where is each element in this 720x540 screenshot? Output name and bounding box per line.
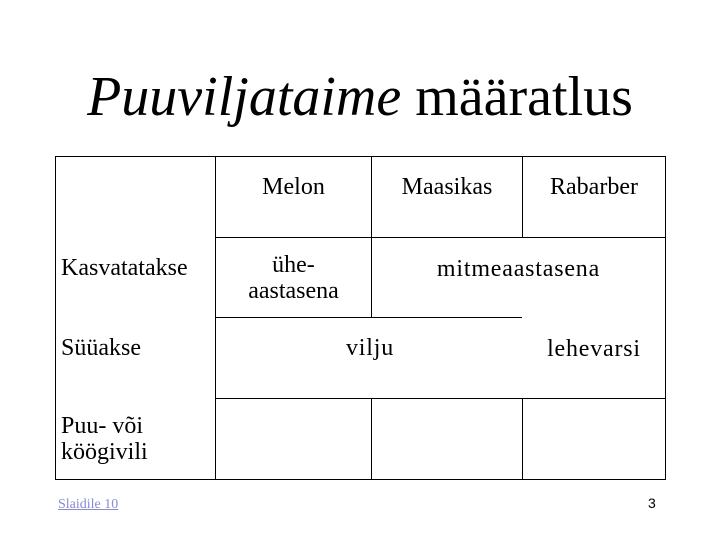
table-border-left <box>55 156 56 480</box>
cell-rabarber-type <box>523 399 665 479</box>
row-label-syyakse: Süüakse <box>61 335 141 361</box>
table-border-right <box>665 156 666 480</box>
row-label-kasvatatakse: Kasvatatakse <box>61 255 188 281</box>
title-italic-part: Puuviljataime <box>87 66 402 128</box>
cell-melon-growth: ühe- aastasena <box>248 252 339 304</box>
cell-melon-type <box>216 399 371 479</box>
table-border-bottom <box>55 479 666 480</box>
row-label-puu-voi-kooogivili: Puu- või köögivili <box>61 413 148 465</box>
title-rest-part: määratlus <box>415 66 633 128</box>
header-maasikas: Maasikas <box>401 174 493 200</box>
header-melon: Melon <box>262 174 325 200</box>
cell-fruit: vilju <box>345 335 394 361</box>
cell-stalks: lehevarsi <box>547 336 641 362</box>
page-number: 3 <box>648 495 656 511</box>
header-rabarber: Rabarber <box>550 174 638 200</box>
slide-title <box>0 62 720 132</box>
cell-maasikas-type <box>372 399 522 479</box>
slide-10-link[interactable]: Slaidile 10 <box>58 497 119 512</box>
cell-perennial: mitmeaastasena <box>436 256 601 282</box>
